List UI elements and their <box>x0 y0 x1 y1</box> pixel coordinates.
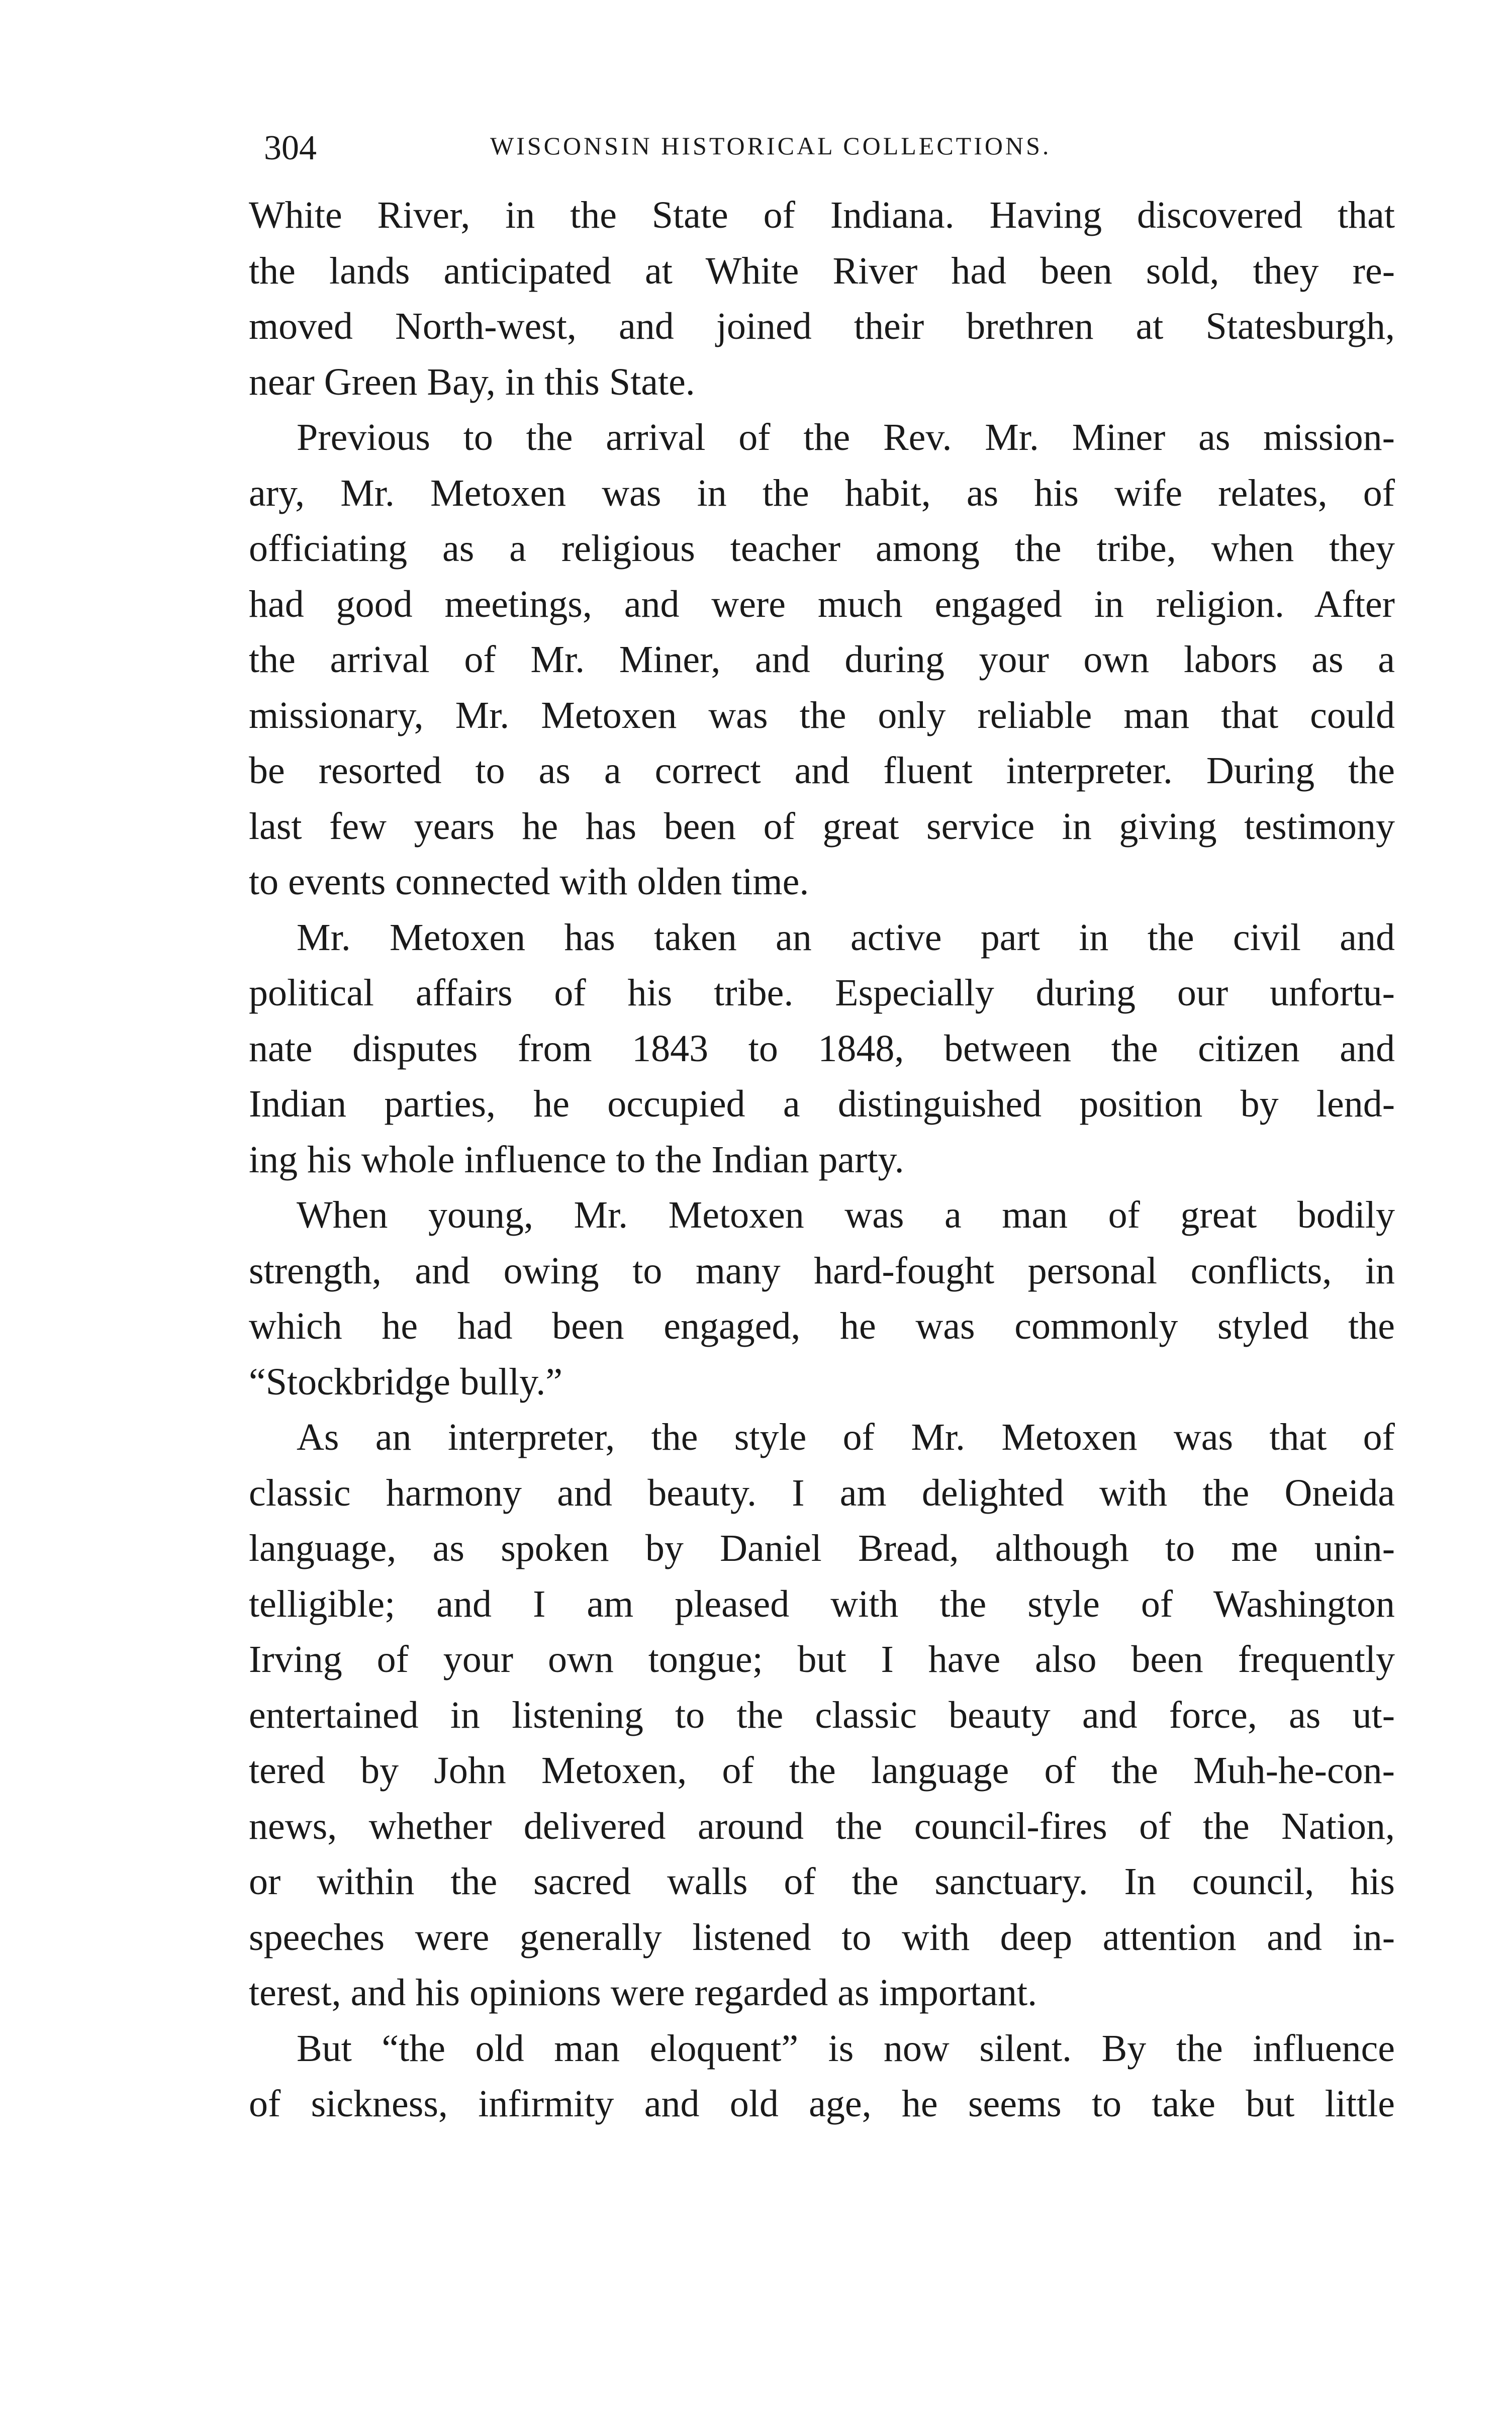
text-line: “Stockbridge bully.” <box>249 1360 563 1403</box>
text-line: near Green Bay, in this State. <box>249 360 695 403</box>
text-line: officiating as a religious teacher among the tribe, when they <box>249 527 1395 570</box>
text-line: of sickness, infirmity and old age, he seems to take but little <box>249 2083 1395 2125</box>
page-number: 304 <box>264 129 317 167</box>
text-line: news, whether delivered around the council-fires of the Nation, <box>249 1805 1395 1847</box>
text-line: or within the sacred walls of the sanctuary. In council, his <box>249 1860 1395 1903</box>
running-head: WISCONSIN HISTORICAL COLLECTIONS. <box>490 132 1052 160</box>
text-line: Irving of your own tongue; but I have also been frequently <box>249 1638 1395 1680</box>
text-line: language, as spoken by Daniel Bread, although to me unin- <box>249 1527 1395 1569</box>
text-line: When young, Mr. Metoxen was a man of great bodily <box>297 1194 1395 1236</box>
text-line: nate disputes from 1843 to 1848, between the citizen and <box>249 1027 1395 1070</box>
text-line: to events connected with olden time. <box>249 861 809 903</box>
text-line: be resorted to as a correct and fluent interpreter. During the <box>249 750 1395 792</box>
text-line: telligible; and I am pleased with the style of Washington <box>249 1582 1395 1625</box>
text-line: the lands anticipated at White River had been sold, they re- <box>249 249 1395 292</box>
text-line: tered by John Metoxen, of the language of the Muh-he-con- <box>249 1749 1395 1792</box>
text-line: ary, Mr. Metoxen was in the habit, as his wife relates, of <box>249 472 1395 514</box>
text-line: As an interpreter, the style of Mr. Metoxen was that of <box>297 1416 1395 1458</box>
text-line: But “the old man eloquent” is now silent. By the influence <box>297 2027 1395 2070</box>
text-line: speeches were generally listened to with deep attention and in- <box>249 1916 1395 1958</box>
body-text <box>249 188 1395 2132</box>
text-line: ing his whole influence to the Indian party. <box>249 1138 904 1181</box>
text-line: Mr. Metoxen has taken an active part in the civil and <box>297 916 1395 959</box>
text-line: the arrival of Mr. Miner, and during your own labors as a <box>249 638 1395 681</box>
text-line: political affairs of his tribe. Especially during our unfortu- <box>249 972 1395 1014</box>
text-line: moved North-west, and joined their brethren at Statesburgh, <box>249 305 1395 347</box>
text-line: classic harmony and beauty. I am delighted with the Oneida <box>249 1471 1395 1514</box>
text-line: last few years he has been of great service in giving testimony <box>249 805 1395 848</box>
text-line: missionary, Mr. Metoxen was the only reliable man that could <box>249 694 1395 736</box>
text-line: entertained in listening to the classic beauty and force, as ut- <box>249 1694 1395 1736</box>
text-line: White River, in the State of Indiana. Having discovered that <box>249 194 1395 236</box>
text-line: strength, and owing to many hard-fought personal conflicts, in <box>249 1249 1395 1292</box>
text-line: which he had been engaged, he was commonly styled the <box>249 1305 1395 1347</box>
text-line: Indian parties, he occupied a distinguished position by lend- <box>249 1083 1395 1125</box>
page-header <box>249 128 1395 183</box>
book-page <box>249 128 1395 2132</box>
text-line: had good meetings, and were much engaged in religion. After <box>249 583 1395 625</box>
text-line: Previous to the arrival of the Rev. Mr. Miner as mission- <box>297 416 1395 458</box>
text-line: terest, and his opinions were regarded as important. <box>249 1972 1037 2014</box>
